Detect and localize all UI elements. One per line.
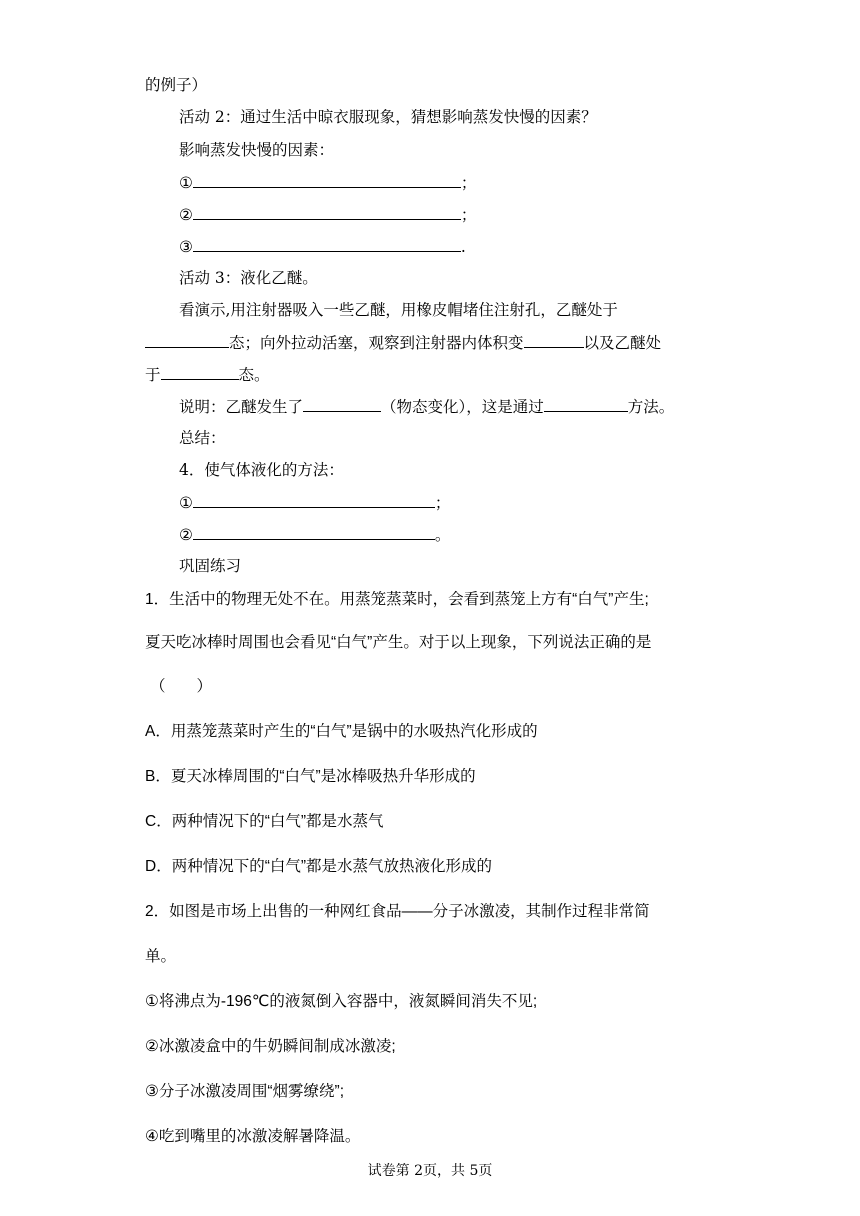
text-segment: 态；向外拉动活塞，观察到注射器内体积变 <box>229 334 524 352</box>
text-line <box>145 364 270 385</box>
explanation-line <box>179 396 674 417</box>
punctuation: . <box>460 238 466 256</box>
blank-field[interactable] <box>145 332 229 348</box>
statement-2: ②冰激凌盒中的牛奶瞬间制成冰激凌; <box>145 1038 396 1055</box>
method-1-line <box>179 492 450 513</box>
punctuation: ； <box>460 174 477 192</box>
blank-field[interactable] <box>161 364 239 380</box>
activity-3-heading: 活动 3：液化乙醚。 <box>179 269 318 287</box>
blank-field[interactable] <box>193 236 461 252</box>
factor-1-line <box>179 172 476 193</box>
option-d[interactable]: D．两种情况下的“白气”都是水蒸气放热液化形成的 <box>145 858 493 875</box>
item-marker: ① <box>179 174 193 192</box>
text-line: 影响蒸发快慢的因素： <box>179 141 335 159</box>
factor-3-line <box>179 236 466 257</box>
blank-field[interactable] <box>303 396 381 412</box>
punctuation: ； <box>460 206 477 224</box>
text-segment: 说明：乙醚发生了 <box>179 398 304 416</box>
method-2-line <box>179 524 450 545</box>
text-line <box>145 332 661 353</box>
punctuation: 。 <box>434 526 451 544</box>
item-marker: ② <box>179 526 193 544</box>
summary-heading: 总结： <box>179 429 226 447</box>
text-line: 的例子） <box>145 76 208 94</box>
text-segment: 于 <box>145 366 161 384</box>
item-marker: ③ <box>179 238 193 256</box>
practice-heading: 巩固练习 <box>179 557 242 575</box>
text-line: 看演示,用注射器吸入一些乙醚，用橡皮帽堵住注射孔，乙醚处于 <box>179 301 618 319</box>
factor-2-line <box>179 204 476 225</box>
question-1-text: 夏天吃冰棒时周围也会看见“白气”产生。对于以上现象，下列说法正确的是 <box>145 634 652 651</box>
question-2-text: 单。 <box>145 948 177 965</box>
item-marker: ① <box>179 494 193 512</box>
activity-2-heading: 活动 2：通过生活中晾衣服现象，猜想影响蒸发快慢的因素？ <box>179 108 597 126</box>
text-segment: 态。 <box>238 366 270 384</box>
page-footer: 试卷第 2页，共 5页 <box>367 1163 493 1179</box>
blank-field[interactable] <box>193 524 435 540</box>
option-c[interactable]: C．两种情况下的“白气”都是水蒸气 <box>145 813 384 830</box>
blank-field[interactable] <box>524 332 584 348</box>
statement-1: ①将沸点为-196℃的液氮倒入容器中，液氮瞬间消失不见; <box>145 993 538 1010</box>
text-segment: （物态变化），这是通过 <box>381 398 544 416</box>
statement-3: ③分子冰激凌周围“烟雾缭绕”; <box>145 1083 345 1100</box>
blank-field[interactable] <box>193 492 435 508</box>
question-2-text: 2．如图是市场上出售的一种网红食品——分子冰激凌，其制作过程非常简 <box>145 903 650 920</box>
text-segment: 以及乙醚处 <box>583 334 662 352</box>
text-segment: 方法。 <box>627 398 675 416</box>
text-line: 4．使气体液化的方法： <box>179 461 344 479</box>
blank-field[interactable] <box>193 172 461 188</box>
blank-field[interactable] <box>544 396 628 412</box>
answer-bracket: （ ） <box>150 678 213 695</box>
question-1-text: 1．生活中的物理无处不在。用蒸笼蒸菜时，会看到蒸笼上方有“白气”产生; <box>145 591 649 608</box>
punctuation: ； <box>434 494 451 512</box>
option-a[interactable]: A．用蒸笼蒸菜时产生的“白气”是锅中的水吸热汽化形成的 <box>145 723 538 740</box>
item-marker: ② <box>179 206 193 224</box>
statement-4: ④吃到嘴里的冰激凌解暑降温。 <box>145 1128 361 1145</box>
blank-field[interactable] <box>193 204 461 220</box>
option-b[interactable]: B．夏天冰棒周围的“白气”是冰棒吸热升华形成的 <box>145 768 476 785</box>
